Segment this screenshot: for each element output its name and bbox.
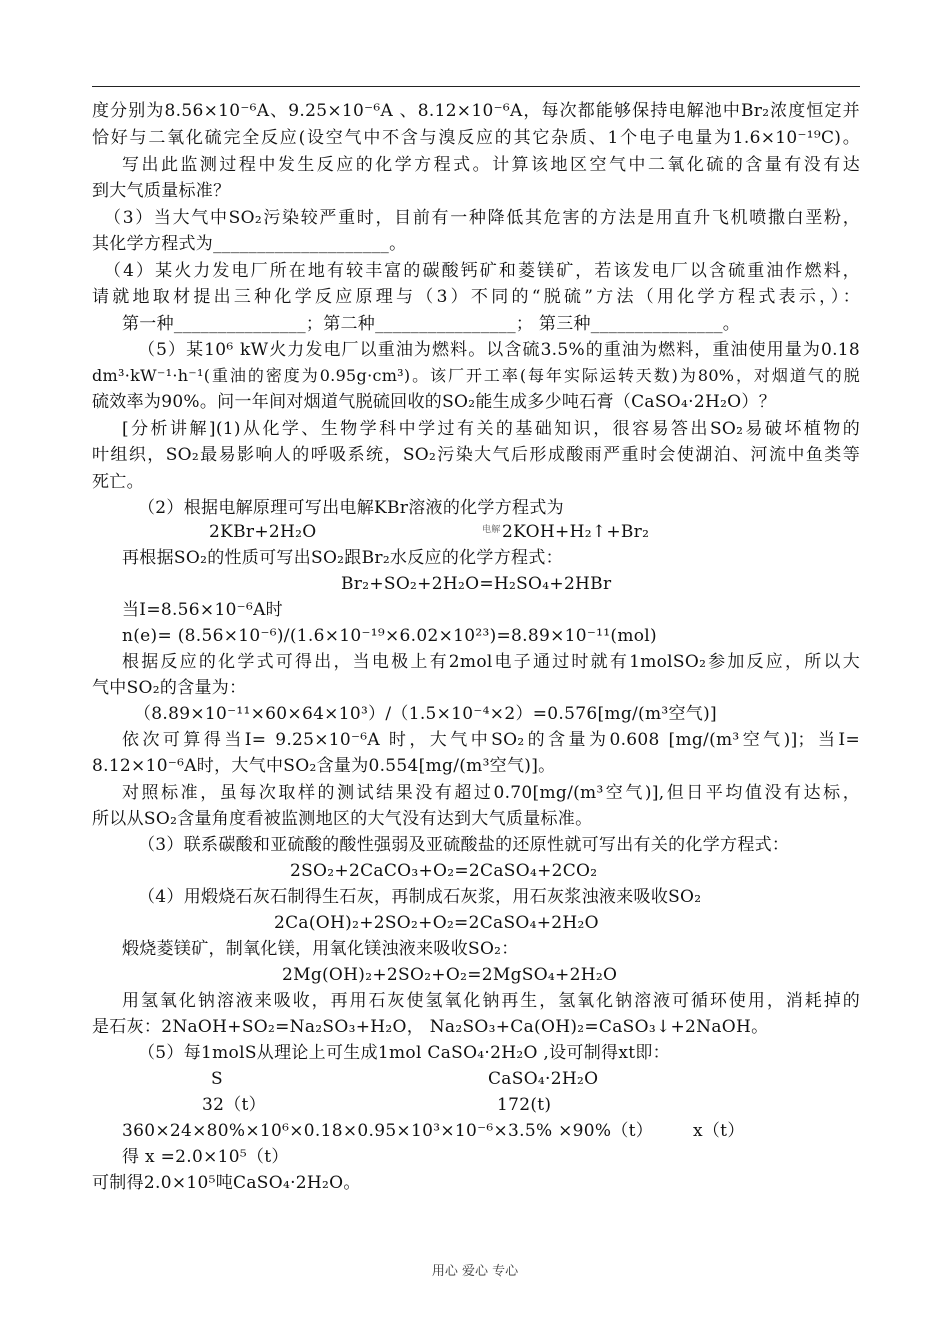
text-line: 恰好与二氧化硫完全反应(设空气中不含与溴反应的其它杂质、1个电子电量为1.6×10⁻¹⁹C)。 (92, 128, 860, 148)
text-line: 是石灰：2NaOH+SO₂=Na₂SO₃+H₂O， Na₂SO₃+Ca(OH)₂=CaSO₃↓+2NaOH。 (92, 1017, 769, 1037)
text-line: 再根据SO₂的性质可写出SO₂跟Br₂水反应的化学方程式： (122, 548, 563, 568)
text-line: （5）每1molS从理论上可生成1mol CaSO₄·2H₂O ,设可制得xt即： (138, 1043, 670, 1063)
calc-unknown: x（t） (693, 1121, 745, 1141)
text-line: （2）根据电解原理可写出电解KBr溶液的化学方程式为 (138, 498, 564, 518)
text-line: （5）某10⁶ kW火力发电厂以重油为燃料。以含硫3.5%的重油为燃料，重油使用量为0.18 (138, 340, 860, 360)
calc-value: 172(t) (497, 1095, 552, 1115)
text-line: 请就地取材提出三种化学反应原理与（3）不同的“脱硫”方法（用化学方程式表示，）： (92, 287, 860, 307)
equation: Br₂+SO₂+2H₂O=H₂SO₄+2HBr (341, 574, 612, 594)
calc-label: CaSO₄·2H₂O (488, 1069, 599, 1089)
text-line: 煅烧菱镁矿，制氧化镁，用氧化镁浊液来吸收SO₂： (122, 939, 519, 959)
text-line: 得 x =2.0×10⁵（t） (122, 1147, 289, 1167)
text-line: （4）某火力发电厂所在地有较丰富的碳酸钙矿和菱镁矿，若该发电厂以含硫重油作燃料， (104, 261, 860, 281)
text-line: （4）用煅烧石灰石制得生石灰，再制成石灰浆，用石灰浆浊液来吸收SO₂ (138, 887, 702, 907)
equation: 2KOH+H₂↑+Br₂ (502, 522, 650, 542)
text-line: 到大气质量标准？ (92, 181, 231, 201)
text-line: 第一种_______________；第二种________________； 第三种_______________。 (122, 314, 741, 334)
text-line: [分析讲解](1)从化学、生物学科中学过有关的基础知识，很容易答出SO₂易破坏植物的 (122, 419, 860, 439)
calc-label: S (211, 1069, 223, 1089)
equation: 2Mg(OH)₂+2SO₂+O₂=2MgSO₄+2H₂O (282, 965, 618, 985)
equation: （8.89×10⁻¹¹×60×64×10³）/（1.5×10⁻⁴×2）=0.576[mg/(m³空气)] (134, 704, 717, 724)
text-line: 用氢氧化钠溶液来吸收，再用石灰使氢氧化钠再生，氢氧化钠溶液可循环使用，消耗掉的 (122, 991, 860, 1011)
equation: 2SO₂+2CaCO₃+O₂=2CaSO₄+2CO₂ (290, 861, 598, 881)
text-line: 度分别为8.56×10⁻⁶A、9.25×10⁻⁶A 、8.12×10⁻⁶A，每次都能够保持电解池中Br₂浓度恒定并 (92, 101, 860, 121)
text-line: （3）联系碳酸和亚硫酸的酸性强弱及亚硫酸盐的还原性就可写出有关的化学方程式： (138, 835, 790, 855)
page-footer: 用心 爱心 专心 (431, 1264, 519, 1279)
text-line: 对照标准，虽每次取样的测试结果没有超过0.70[mg/(m³空气)],但日平均值没有达标， (122, 783, 860, 803)
text-line: 其化学方程式为____________________。 (92, 234, 407, 254)
text-line: 硫效率为90%。问一年间对烟道气脱硫回收的SO₂能生成多少吨石膏（CaSO₄·2H₂O）？ (92, 392, 777, 412)
text-line: n(e)= (8.56×10⁻⁶)/(1.6×10⁻¹⁹×6.02×10²³)=8.89×10⁻¹¹(mol) (122, 626, 657, 646)
calc-expression: 360×24×80%×10⁶×0.18×0.95×10³×10⁻⁶×3.5% ×90%（t） (122, 1121, 654, 1141)
text-line: 死亡。 (92, 472, 144, 492)
text-line: 依次可算得当I= 9.25×10⁻⁶A 时，大气中SO₂的含量为0.608 [mg/(m³空气)]；当I= (122, 730, 860, 750)
equation: 2KBr+2H₂O (209, 522, 317, 542)
text-line: dm³·kW⁻¹·h⁻¹(重油的密度为0.95g·cm³)。该厂开工率(每年实际运转天数)为80%，对烟道气的脱 (92, 366, 860, 385)
electrolysis-label: 电解 (482, 525, 501, 535)
calc-value: 32（t） (202, 1095, 266, 1115)
text-line: 所以从SO₂含量角度看被监测地区的大气没有达到大气质量标准。 (92, 809, 593, 829)
text-line: 当I=8.56×10⁻⁶A时 (122, 600, 283, 620)
header-rule (92, 86, 860, 87)
text-line: （3）当大气中SO₂污染较严重时，目前有一种降低其危害的方法是用直升飞机喷撒白垩粉， (104, 208, 860, 228)
text-line: 8.12×10⁻⁶A时，大气中SO₂含量为0.554[mg/(m³空气)]。 (92, 756, 556, 776)
text-line: 气中SO₂的含量为： (92, 678, 247, 698)
equation: 2Ca(OH)₂+2SO₂+O₂=2CaSO₄+2H₂O (274, 913, 599, 933)
text-line: 叶组织，SO₂最易影响人的呼吸系统，SO₂污染大气后形成酸雨严重时会使湖泊、河流中鱼类等 (92, 445, 860, 465)
conclusion-line: 可制得2.0×10⁵吨CaSO₄·2H₂O。 (92, 1173, 361, 1193)
text-line: 写出此监测过程中发生反应的化学方程式。计算该地区空气中二氧化硫的含量有没有达 (122, 155, 860, 175)
text-line: 根据反应的化学式可得出，当电极上有2mol电子通过时就有1molSO₂参加反应，所以大 (122, 652, 860, 672)
